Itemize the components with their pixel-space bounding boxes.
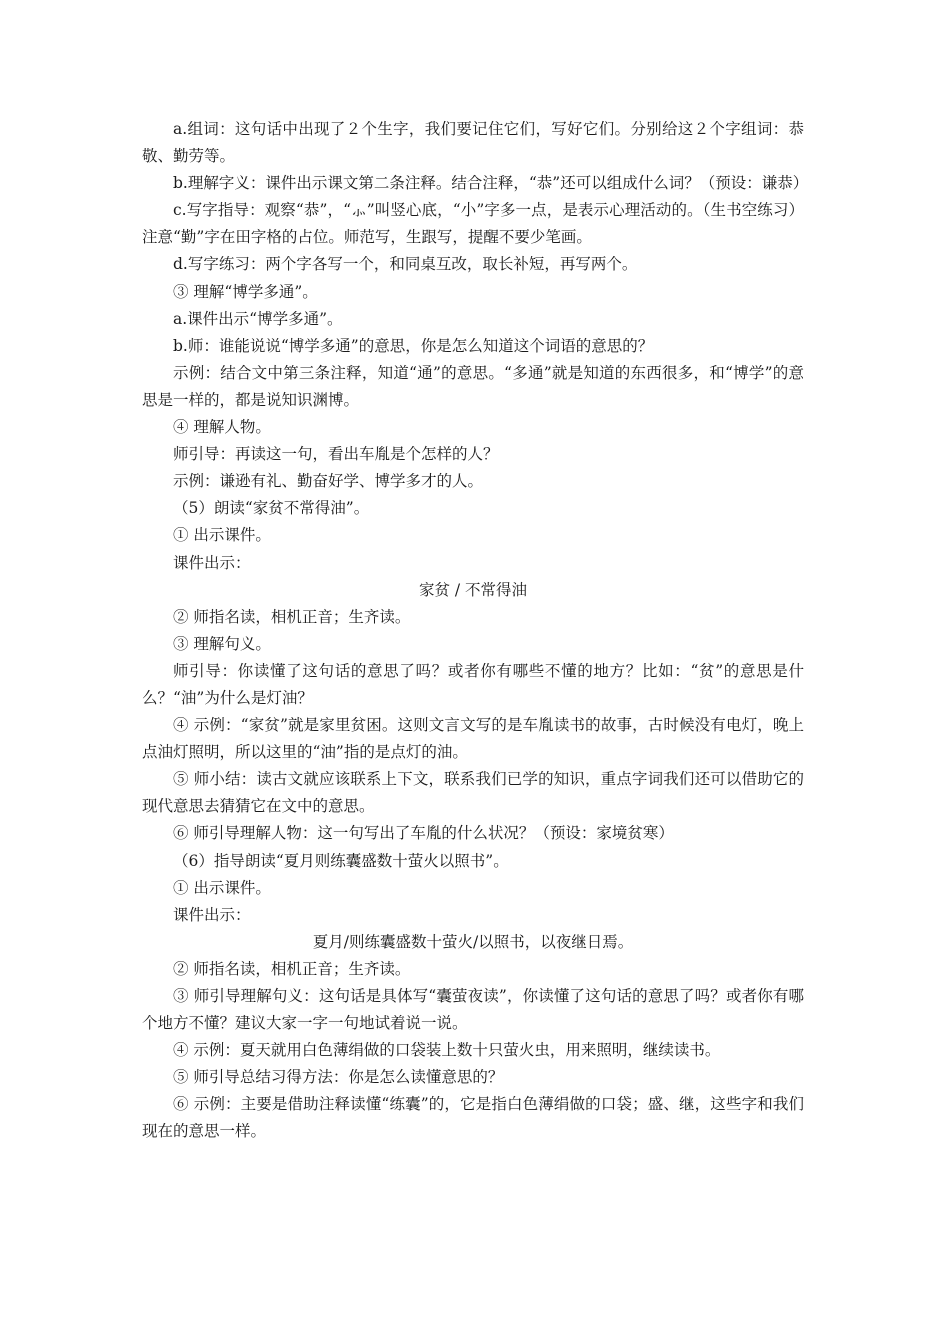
paragraph: ① 出示课件。 [173, 526, 271, 545]
paragraph: 示例：谦逊有礼、勤奋好学、博学多才的人。 [173, 472, 484, 491]
paragraph: ③ 理解“博学多通”。 [173, 282, 318, 301]
document-page [142, 116, 809, 1146]
paragraph: ⑥ 师引导理解人物：这一句写出了车胤的什么状况？（预设：家境贫寒） [173, 824, 674, 843]
paragraph: ③ 师引导理解句义：这句话是具体写“囊萤夜读”，你读懂了这句话的意思了吗？或者你有哪个地方不懂？建议大家一字一句地试着说一说。 [142, 987, 804, 1033]
paragraph: a.课件出示“博学多通”。 [173, 309, 343, 328]
paragraph: ② 师指名读，相机正音；生齐读。 [173, 959, 411, 978]
paragraph: ③ 理解句义。 [173, 634, 271, 653]
paragraph: 师引导：再读这一句，看出车胤是个怎样的人？ [173, 445, 499, 464]
paragraph: b.师：谁能说说“博学多通”的意思，你是怎么知道这个词语的意思的？ [173, 336, 654, 355]
courseware-sentence: 家贫 / 不常得油 [418, 580, 528, 599]
paragraph: b.理解字义：课件出示课文第二条注释。结合注释，“恭”还可以组成什么词？（预设：谦恭） [173, 174, 809, 193]
paragraph: 课件出示： [173, 553, 251, 572]
paragraph: ④ 示例：夏天就用白色薄绢做的口袋装上数十只萤火虫，用来照明，继续读书。 [173, 1041, 721, 1060]
paragraph: c.写字指导：观察“恭”，“⺗”叫竖心底，“小”字多一点，是表示心理活动的。（生书空练习）注意“勤”字在田字格的占位。师范写，生跟写，提醒不要少笔画。 [142, 201, 804, 247]
paragraph: ① 出示课件。 [173, 878, 271, 897]
paragraph: ④ 示例：“家贫”就是家里贫困。这则文言文写的是车胤读书的故事，古时候没有电灯，晚上点油灯照明，所以这里的“油”指的是点灯的油。 [142, 716, 804, 762]
paragraph: ⑤ 师引导总结习得方法：你是怎么读懂意思的？ [173, 1068, 504, 1087]
paragraph: 课件出示： [173, 905, 251, 924]
paragraph: ⑥ 示例：主要是借助注释读懂“练囊”的，它是指白色薄绢做的口袋；盛、继，这些字和我们现在的意思一样。 [142, 1095, 804, 1141]
courseware-sentence: 夏月/则练囊盛数十萤火/以照书，以夜继日焉。 [312, 932, 634, 951]
paragraph: d.写字练习：两个字各写一个，和同桌互改，取长补短，再写两个。 [173, 255, 638, 274]
paragraph: a.组词：这句话中出现了２个生字，我们要记住它们，写好它们。分别给这２个字组词：恭敬、勤劳等。 [142, 120, 804, 166]
paragraph: （5）朗读“家贫不常得油”。 [173, 499, 370, 518]
paragraph: ② 师指名读，相机正音；生齐读。 [173, 607, 411, 626]
paragraph: ④ 理解人物。 [173, 418, 271, 437]
paragraph: 师引导：你读懂了这句话的意思了吗？或者你有哪些不懂的地方？比如：“贫”的意思是什么？“油”为什么是灯油？ [142, 661, 804, 707]
paragraph: （6）指导朗读“夏月则练囊盛数十萤火以照书”。 [173, 851, 509, 870]
paragraph: ⑤ 师小结：读古文就应该联系上下文，联系我们已学的知识，重点字词我们还可以借助它的现代意思去猜猜它在文中的意思。 [142, 770, 804, 816]
paragraph: 示例：结合文中第三条注释，知道“通”的意思。“多通”就是知道的东西很多，和“博学”的意思是一样的，都是说知识渊博。 [142, 363, 804, 409]
